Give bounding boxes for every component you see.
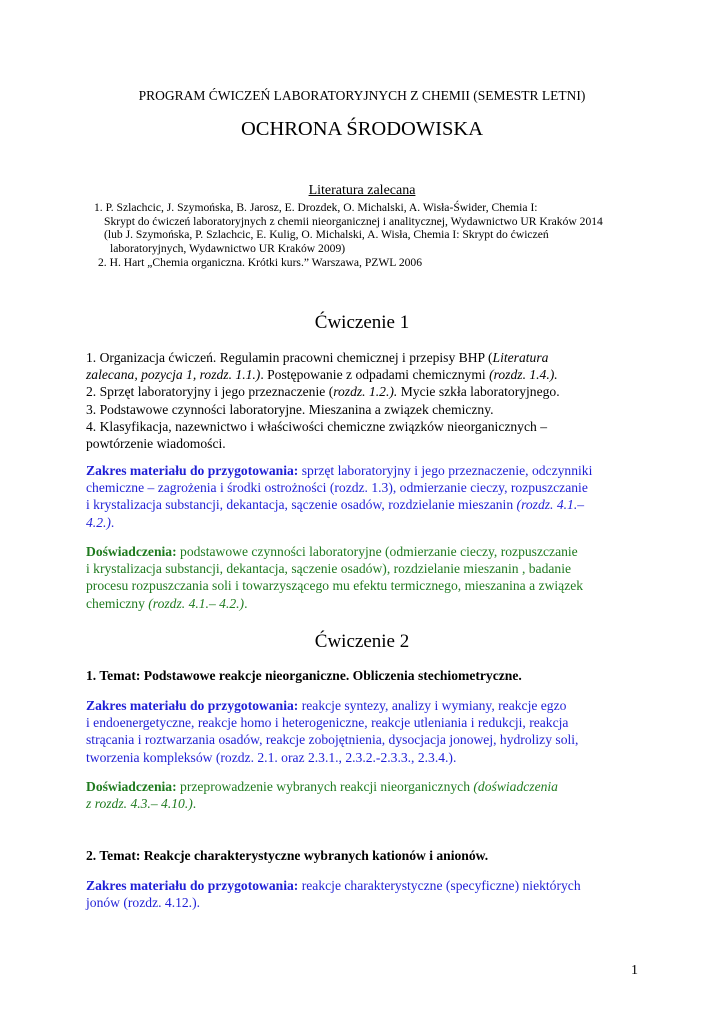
scope-text: reakcje charakterystyczne (specyficzne) niektórych: [298, 878, 581, 893]
experiments-ref: (doświadczenia: [473, 779, 558, 794]
literature-line: laboratoryjnych, Wydawnictwo UR Kraków 2009): [110, 241, 346, 255]
item-ref: zalecana, pozycja 1, rozdz. 1.1.): [86, 367, 261, 383]
document-header: PROGRAM ĆWICZEŃ LABORATORYJNYCH Z CHEMII (SEMESTR LETNI): [138, 88, 586, 103]
experiments-text: chemiczny: [86, 595, 149, 611]
exercise-2-topic-2: 2. Temat: Reakcje charakterystyczne wybranych kationów i anionów.: [86, 848, 489, 863]
item-text: Mycie szkła laboratoryjnego.: [397, 384, 560, 400]
item-text: 3. Podstawowe czynności laboratoryjne. Mieszanina a związek chemiczny.: [86, 401, 494, 417]
scope-label: Zakres materiału do przygotowania:: [86, 463, 299, 478]
document-title: OCHRONA ŚRODOWISKA: [240, 118, 484, 140]
scope-text: i krystalizacja substancji, dekantacja, sączenie osadów, rozdzielanie mieszanin: [86, 497, 517, 513]
page-number: 1: [631, 963, 638, 978]
literature-heading: Literatura zalecana: [308, 183, 416, 198]
scope-text: tworzenia kompleksów (rozdz. 2.1. oraz 2.3.1., 2.3.2.-2.3.3., 2.3.4.): [86, 749, 453, 765]
experiments-text: .: [244, 595, 248, 611]
exercise-1-scope: [86, 462, 646, 531]
experiments-label: Doświadczenia:: [86, 779, 177, 794]
item-ref: (rozdz. 1.4.).: [489, 367, 558, 383]
exercise-2-heading: Ćwiczenie 2: [314, 631, 410, 652]
scope-label: Zakres materiału do przygotowania:: [86, 878, 299, 893]
scope-text: chemiczne – zagrożenia i środki ostrożności (rozdz. 1.3), odmierzanie cieczy, rozpuszczanie: [86, 480, 588, 496]
exercise-2-scope-2: [86, 877, 646, 911]
experiments-text: .: [192, 796, 197, 812]
literature-line: 1. P. Szlachcic, J. Szymońska, B. Jarosz, E. Drozdek, O. Michalski, A. Wisła-Świder, Chemia I:: [94, 201, 538, 214]
exercise-1-heading: Ćwiczenie 1: [314, 312, 410, 333]
scope-text: reakcje syntezy, analizy i wymiany, reakcje egzo: [298, 698, 567, 713]
scope-text: .: [452, 749, 457, 765]
scope-label: Zakres materiału do przygotowania:: [86, 698, 299, 713]
experiments-text: i krystalizacja substancji, dekantacja, sączenie osadów), rozdzielanie mieszanin , badanie: [86, 561, 572, 577]
item-text: 2. Sprzęt laboratoryjny i jego przeznaczenie (: [86, 384, 334, 400]
item-text: . Postępowanie z odpadami chemicznymi: [260, 367, 490, 383]
item-text: powtórzenie wiadomości.: [86, 436, 226, 452]
exercise-2-experiments-1: [86, 778, 646, 812]
scope-text: i endoenergetyczne, reakcje homo i heterogeniczne, reakcje utleniania i redukcji, reakcja: [86, 715, 569, 731]
scope-ref: 4.2.): [86, 514, 111, 530]
scope-text: jonów (rozdz. 4.12.).: [86, 895, 201, 911]
experiments-label: Doświadczenia:: [86, 544, 177, 559]
scope-text: strącania i roztwarzania osadów, reakcje zobojętnienia, dysocjacja jonowej, hydrolizy soli,: [86, 732, 579, 748]
experiments-ref: z rozdz. 4.3.– 4.10.): [86, 796, 193, 812]
scope-ref: (rozdz. 4.1.–: [516, 497, 585, 513]
scope-text: .: [110, 514, 115, 530]
experiments-text: procesu rozpuszczania soli i towarzyszącego mu efektu termicznego, mieszanina a związek: [86, 578, 584, 594]
exercise-1-items: [86, 349, 646, 452]
exercise-2-topic-1: 1. Temat: Podstawowe reakcje nieorganiczne. Obliczenia stechiometryczne.: [86, 668, 522, 683]
scope-text: sprzęt laboratoryjny i jego przeznaczenie, odczynniki: [298, 463, 593, 478]
item-text: 4. Klasyfikacja, nazewnictwo i właściwości chemiczne związków nieorganicznych –: [86, 418, 547, 434]
experiments-text: przeprowadzenie wybranych reakcji nieorganicznych: [176, 779, 474, 794]
item-ref: rozdz. 1.2.).: [333, 384, 398, 400]
experiments-ref: (rozdz. 4.1.– 4.2.): [148, 595, 245, 611]
experiments-text: podstawowe czynności laboratoryjne (odmierzanie cieczy, rozpuszczanie: [176, 544, 578, 559]
item-ref: Literatura: [492, 350, 549, 365]
literature-line: Skrypt do ćwiczeń laboratoryjnych z chemii nieorganicznej i analitycznej, Wydawnictwo UR Kraków 2014: [104, 214, 603, 228]
item-text: 1. Organizacja ćwiczeń. Regulamin pracowni chemicznej i przepisy BHP (: [86, 350, 493, 365]
literature-line: 2. H. Hart „Chemia organiczna. Krótki kurs.” Warszawa, PZWL 2006: [98, 256, 423, 269]
literature-line: (lub J. Szymońska, P. Szlachcic, E. Kulig, O. Michalski, A. Wisła, Chemia I: Skrypt do ćwiczeń: [104, 228, 549, 241]
exercise-1-experiments: [86, 543, 646, 612]
exercise-2-scope-1: [86, 697, 646, 766]
